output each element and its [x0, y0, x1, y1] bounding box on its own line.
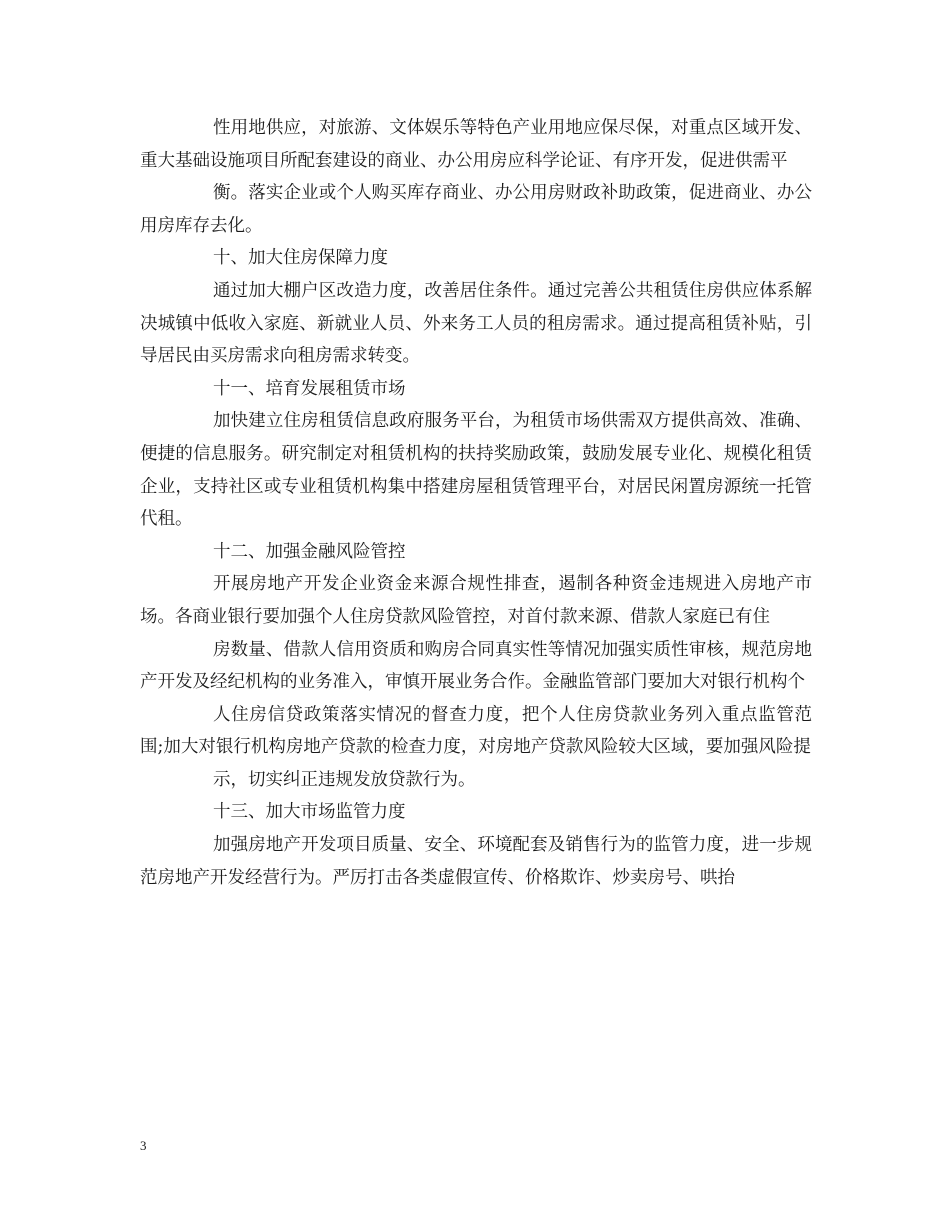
paragraph: 加快建立住房租赁信息政府服务平台，为租赁市场供需双方提供高效、准确、便捷的信息服务。研究制定对租赁机构的扶持奖励政策，鼓励发展专业化、规模化租赁企业，支持社区或专业租赁机构集中搭建房屋租赁管理平台，对居民闲置房源统一托管代租。: [140, 411, 812, 530]
paragraph: 示，切实纠正违规发放贷款行为。: [213, 769, 476, 790]
paragraph: 人住房信贷政策落实情况的督查力度，把个人住房贷款业务列入重点监管范围;加大对银行机构房地产贷款的检查力度，对房地产贷款风险较大区域，要加强风险提: [140, 704, 812, 758]
paragraph: 加强房地产开发项目质量、安全、环境配套及销售行为的监管力度，进一步规范房地产开发经营行为。严厉打击各类虚假宣传、价格欺诈、炒卖房号、哄抬: [140, 835, 812, 888]
page-number: 3: [140, 1138, 147, 1153]
document-body: [140, 112, 812, 894]
paragraph: 衡。落实企业或个人购买库存商业、办公用房财政补助政策，促进商业、办公用房库存去化。: [140, 183, 812, 236]
section-heading: 十二、加强金融风险管控: [213, 541, 406, 562]
paragraph: 房数量、借款人信用资质和购房合同真实性等情况加强实质性审核，规范房地产开发及经纪机构的业务准入，审慎开展业务合作。金融监管部门要加大对银行机构个: [140, 639, 812, 693]
paragraph: 开展房地产开发企业资金来源合规性排查，遏制各种资金违规进入房地产市场。各商业银行要加强个人住房贷款风险管控，对首付款来源、借款人家庭已有住: [140, 574, 812, 627]
section-heading: 十、加大住房保障力度: [213, 248, 388, 269]
section-heading: 十一、培育发展租赁市场: [213, 378, 406, 399]
paragraph: 通过加大棚户区改造力度，改善居住条件。通过完善公共租赁住房供应体系解决城镇中低收入家庭、新就业人员、外来务工人员的租房需求。通过提高租赁补贴，引导居民由买房需求向租房需求转变。: [140, 280, 812, 367]
paragraph: 性用地供应，对旅游、文体娱乐等特色产业用地应保尽保，对重点区域开发、重大基础设施项目所配套建设的商业、办公用房应科学论证、有序开发，促进供需平: [140, 118, 812, 171]
section-heading: 十三、加大市场监管力度: [213, 802, 406, 823]
